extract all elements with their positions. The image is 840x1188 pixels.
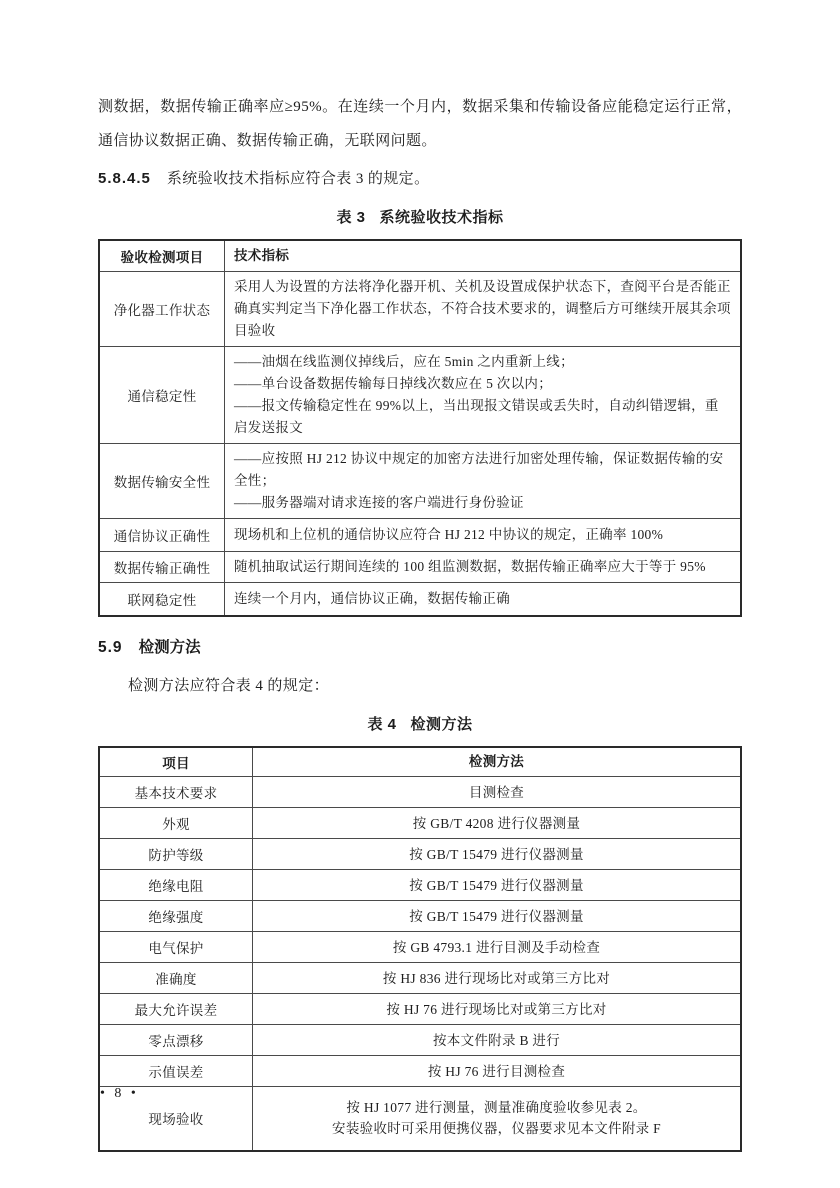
indicator-line: ——服务器端对请求连接的客户端进行身份验证 — [234, 495, 524, 510]
table4-item: 最大允许误差 — [99, 994, 253, 1025]
table3-indicator — [225, 583, 742, 616]
table3-item: 通信稳定性 — [99, 347, 225, 444]
method-line: 按 GB/T 15479 进行仪器测量 — [409, 877, 584, 893]
section-title: 检测方法 — [138, 638, 201, 656]
indicator-line: ——油烟在线监测仪掉线后，应在 5min 之内重新上线； — [234, 354, 574, 369]
table4-header-row — [99, 747, 741, 777]
table3-indicator — [225, 552, 742, 583]
table4-item: 基本技术要求 — [99, 777, 253, 808]
table4-item: 防护等级 — [99, 839, 253, 870]
table4-caption-label: 表 4 — [367, 715, 397, 733]
method-line: 按 GB 4793.1 进行目测及手动检查 — [392, 939, 601, 955]
table3-indicator — [225, 519, 742, 552]
table3-indicator — [225, 444, 742, 519]
method-line: 安装验收时可采用便携仪器，仪器要求见本文件附录 F — [332, 1121, 661, 1137]
table4-method — [253, 963, 742, 994]
table-row — [99, 1025, 741, 1056]
indicator-line: ——单台设备数据传输每日掉线次数应在 5 次以内； — [234, 376, 552, 391]
method-line: 按 HJ 76 进行现场比对或第三方比对 — [386, 1001, 607, 1017]
table4-method — [253, 1025, 742, 1056]
indicator-line: 连续一个月内，通信协议正确，数据传输正确 — [234, 590, 510, 606]
table-row — [99, 870, 741, 901]
table-row — [99, 839, 741, 870]
table-row — [99, 519, 741, 552]
table4-item: 现场验收 — [99, 1087, 253, 1151]
indicator-line: 随机抽取试运行期间连续的 100 组监测数据，数据传输正确率应大于等于 95% — [234, 559, 706, 574]
table3-system-acceptance-indicators — [98, 239, 742, 617]
indicator-line: ——报文传输稳定性在 99%以上，当出现报文错误或丢失时，自动纠错逻辑，重启发送报文 — [234, 398, 719, 435]
table4-method — [253, 839, 742, 870]
table4-method — [253, 1056, 742, 1087]
table-row — [99, 347, 741, 444]
indicator-line: 采用人为设置的方法将净化器开机、关机及设置成保护状态下，查阅平台是否能正确真实判定当下净化器工作状态，不符合技术要求的，调整后方可继续开展其余项目验收 — [234, 279, 731, 338]
table-row — [99, 777, 741, 808]
indicator-line: 现场机和上位机的通信协议应符合 HJ 212 中协议的规定，正确率 100% — [234, 527, 664, 542]
table-row — [99, 1056, 741, 1087]
method-line: 按本文件附录 B 进行 — [432, 1032, 561, 1048]
section-5-9-heading — [98, 637, 742, 659]
section-number: 5.9 — [98, 638, 123, 656]
table4-item: 电气保护 — [99, 932, 253, 963]
table-row — [99, 444, 741, 519]
table3-header-row — [99, 240, 741, 272]
table3-item: 数据传输安全性 — [99, 444, 225, 519]
table3-item: 净化器工作状态 — [99, 272, 225, 347]
table-row — [99, 808, 741, 839]
clause-number: 5.8.4.5 — [98, 170, 151, 187]
table3-header-item: 验收检测项目 — [99, 240, 225, 272]
clause-text: 系统验收技术指标应符合表 3 的规定。 — [166, 171, 430, 187]
clause-5-8-4-5 — [98, 168, 742, 190]
table4-item: 绝缘电阻 — [99, 870, 253, 901]
table-row — [99, 994, 741, 1025]
intro-paragraph: 测数据，数据传输正确率应≥95%。在连续一个月内，数据采集和传输设备应能稳定运行正常，通信协议数据正确、数据传输正确，无联网问题。 — [98, 99, 742, 149]
table4-method — [253, 777, 742, 808]
table-row — [99, 272, 741, 347]
table4-method — [253, 932, 742, 963]
table4-item: 绝缘强度 — [99, 901, 253, 932]
table4-method — [253, 1087, 742, 1151]
page-number: • 8 • — [100, 1086, 139, 1101]
method-line: 按 HJ 76 进行目测检查 — [427, 1063, 566, 1079]
table-row — [99, 1087, 741, 1151]
table4-caption — [98, 713, 742, 734]
table4-detection-methods — [98, 746, 742, 1152]
method-line: 目测检查 — [468, 784, 525, 800]
table3-item: 数据传输正确性 — [99, 552, 225, 583]
table-row — [99, 963, 741, 994]
table4-item: 外观 — [99, 808, 253, 839]
method-line: 按 GB/T 4208 进行仪器测量 — [412, 815, 581, 831]
method-line: 按 HJ 836 进行现场比对或第三方比对 — [382, 970, 611, 986]
indicator-line: ——应按照 HJ 212 协议中规定的加密方法进行加密处理传输，保证数据传输的安全性； — [234, 451, 724, 488]
table4-method — [253, 994, 742, 1025]
table4-header-method: 检测方法 — [253, 747, 742, 777]
table-row — [99, 583, 741, 616]
table4-method — [253, 901, 742, 932]
table-row — [99, 552, 741, 583]
table4-caption-title: 检测方法 — [410, 715, 473, 733]
table4-item: 准确度 — [99, 963, 253, 994]
table4-item: 零点漂移 — [99, 1025, 253, 1056]
section-paragraph: 检测方法应符合表 4 的规定： — [128, 677, 330, 694]
table4-header-item: 项目 — [99, 747, 253, 777]
table3-indicator — [225, 347, 742, 444]
table4-item: 示值误差 — [99, 1056, 253, 1087]
table3-caption — [98, 206, 742, 227]
table3-caption-title: 系统验收技术指标 — [379, 209, 504, 226]
table4-method — [253, 870, 742, 901]
table3-header-indicator: 技术指标 — [225, 240, 742, 272]
method-line: 按 GB/T 15479 进行仪器测量 — [409, 846, 584, 862]
method-line: 按 HJ 1077 进行测量，测量准确度验收参见表 2。 — [346, 1100, 647, 1116]
table3-indicator — [225, 272, 742, 347]
method-line: 按 GB/T 15479 进行仪器测量 — [409, 908, 584, 924]
table-row — [99, 901, 741, 932]
table3-caption-label: 表 3 — [336, 209, 366, 226]
table4-method — [253, 808, 742, 839]
table3-item: 通信协议正确性 — [99, 519, 225, 552]
table-row — [99, 932, 741, 963]
table3-item: 联网稳定性 — [99, 583, 225, 616]
